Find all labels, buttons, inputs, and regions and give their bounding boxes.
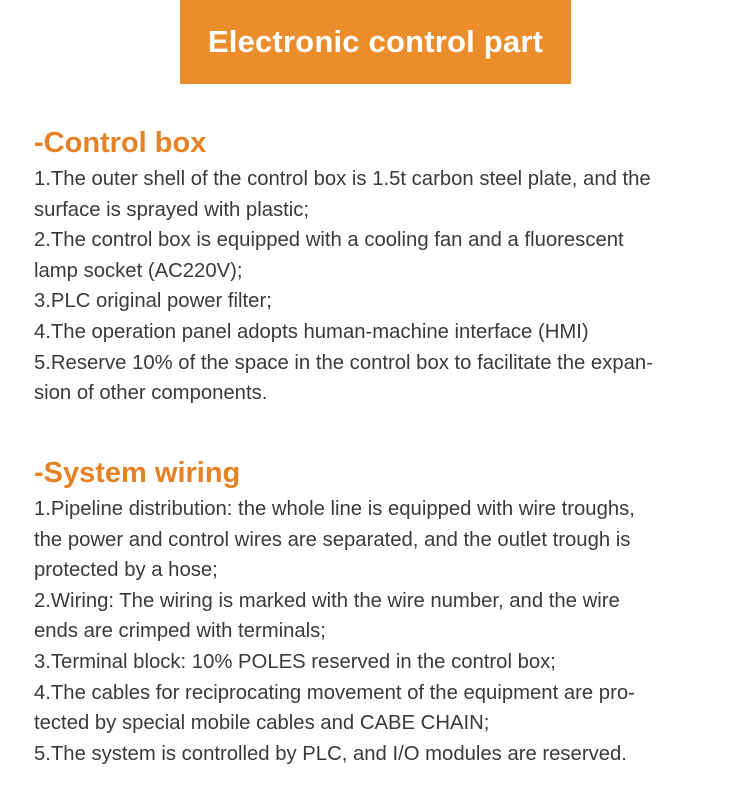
section-heading: -System wiring xyxy=(34,457,241,489)
text-line: 5.Reserve 10% of the space in the control box to facilitate the expan- xyxy=(34,351,653,374)
text-line: the power and control wires are separated, and the outlet trough is xyxy=(34,528,631,551)
text-line: 4.The operation panel adopts human-machine interface (HMI) xyxy=(34,320,589,343)
text-line: 2.Wiring: The wiring is marked with the wire number, and the wire xyxy=(34,589,620,612)
text-line: ends are crimped with terminals; xyxy=(34,620,326,643)
text-line: 5.The system is controlled by PLC, and I/O modules are reserved. xyxy=(34,742,627,765)
section-heading: -Control box xyxy=(34,127,207,159)
section-system-wiring xyxy=(34,456,734,769)
text-line: 3.PLC original power filter; xyxy=(34,290,272,313)
text-line: 3.Terminal block: 10% POLES reserved in the control box; xyxy=(34,650,556,673)
text-line: lamp socket (AC220V); xyxy=(34,259,243,282)
text-line: 1.Pipeline distribution: the whole line is equipped with wire troughs, xyxy=(34,498,635,520)
section-control-box xyxy=(34,126,734,409)
text-line: tected by special mobile cables and CABE CHAIN; xyxy=(34,712,490,735)
text-line: surface is sprayed with plastic; xyxy=(34,198,310,221)
text-line: protected by a hose; xyxy=(34,559,218,582)
page-title: Electronic control part xyxy=(207,24,544,59)
title-banner xyxy=(180,0,571,84)
text-line: 1.The outer shell of the control box is 1.5t carbon steel plate, and the xyxy=(34,168,651,190)
text-line: 4.The cables for reciprocating movement of the equipment are pro- xyxy=(34,681,635,704)
text-line: 2.The control box is equipped with a cooling fan and a fluorescent xyxy=(34,229,624,252)
text-line: sion of other components. xyxy=(34,382,268,405)
